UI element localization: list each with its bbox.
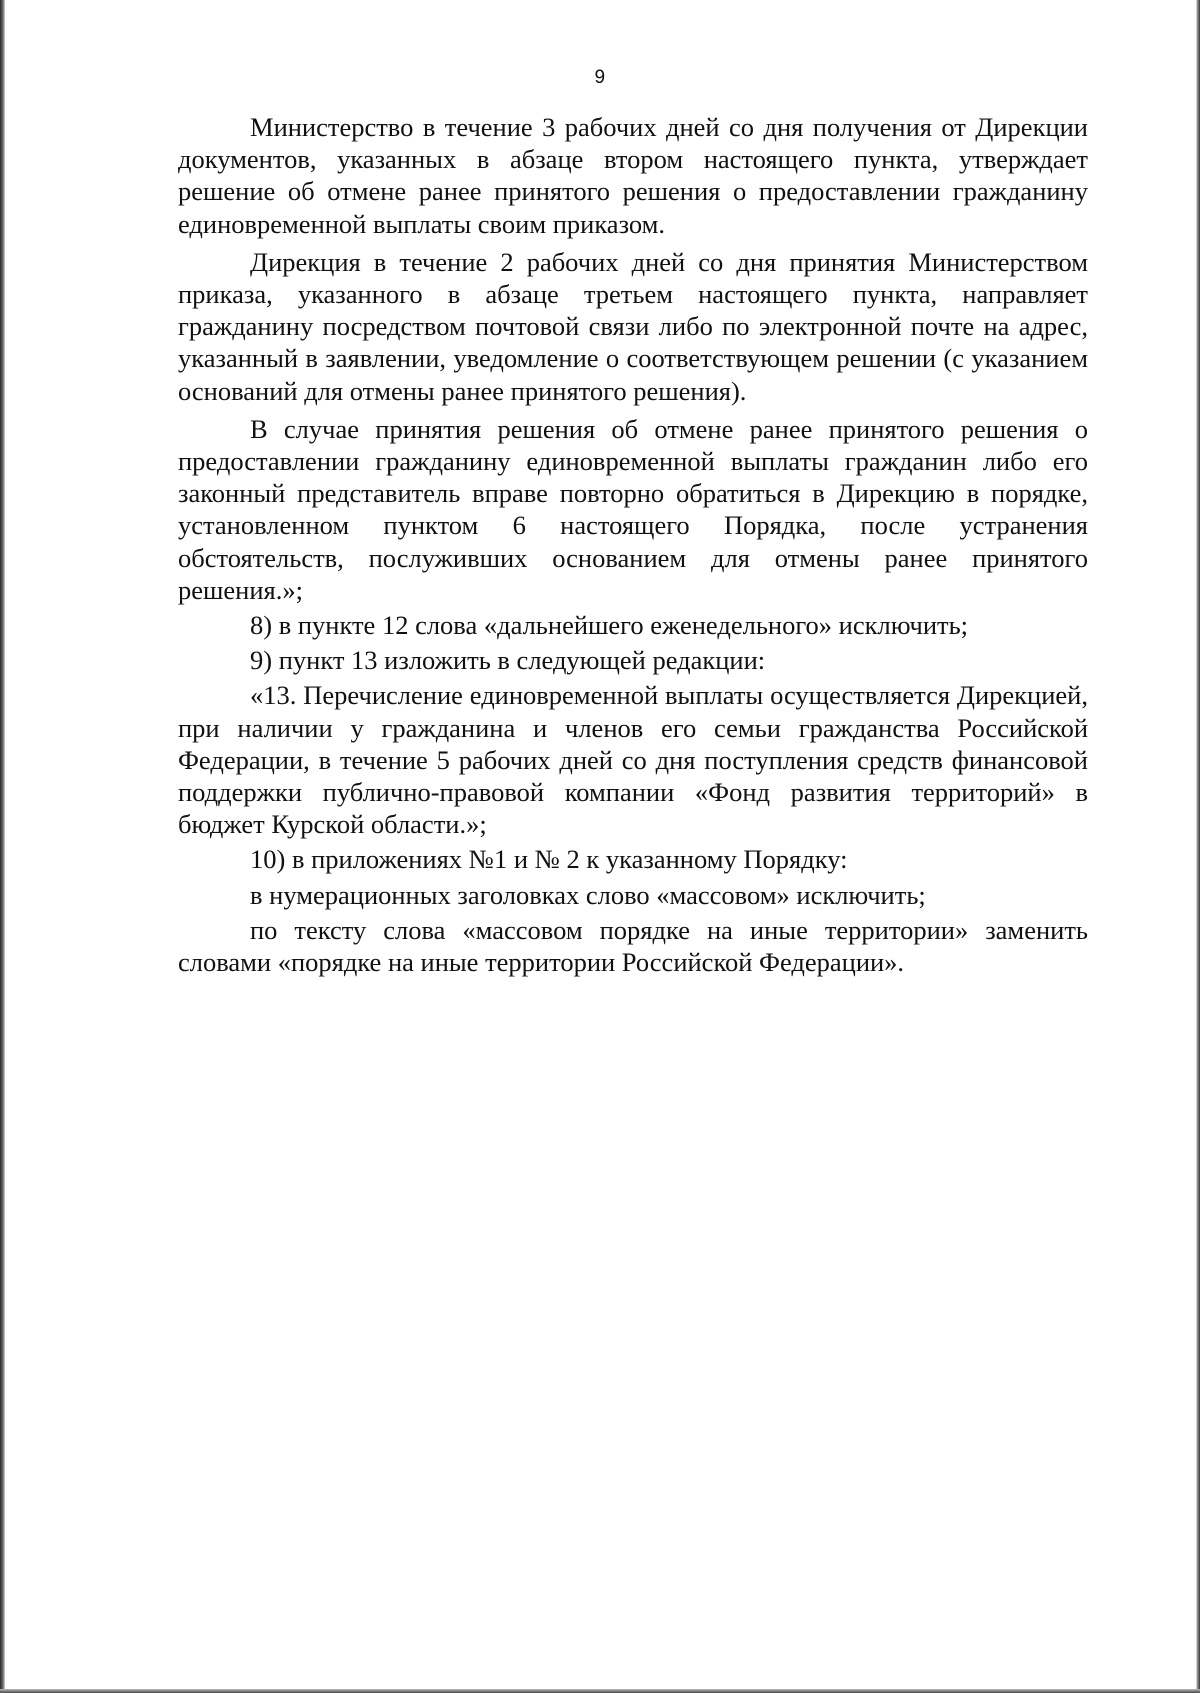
scan-edge-left — [0, 0, 5, 1693]
paragraph-item-9: 9) пункт 13 изложить в следующей редакции: — [250, 645, 766, 676]
paragraph-clause-13: «13. Перечисление единовременной выплаты осуществляется Дирекцией, при наличии у гражданина и членов его семьи гражданства Российской Федерации, в течение 5 рабочих дней со дня поступления средств финансовой поддержки публично-правовой компании «Фонд развития территорий» в бюджет Курской области.»; — [178, 680, 1088, 840]
paragraph-ministry-approval: Министерство в течение 3 рабочих дней со дня получения от Дирекции документов, указанных в абзаце втором настоящего пункта, утверждает решение об отмене ранее принятого решения о предоставлении гражданину единовременной выплаты своим приказом. — [178, 112, 1088, 239]
paragraph-directorate-notification: Дирекция в течение 2 рабочих дней со дня принятия Министерством приказа, указанного в абзаце третьем настоящего пункта, направляет гражданину посредством почтовой связи либо по электронной почте на адрес, указанный в заявлении, уведомление о соответствующем решении (с указанием оснований для отмены ранее принятого решения). — [178, 246, 1088, 406]
page-number: 9 — [594, 67, 606, 88]
paragraph-numbering-headers: в нумерационных заголовках слово «массовом» исключить; — [250, 879, 926, 910]
paragraph-item-8: 8) в пункте 12 слова «дальнейшего еженедельного» исключить; — [250, 610, 969, 641]
paragraph-item-10: 10) в приложениях №1 и № 2 к указанному Порядку: — [250, 844, 848, 875]
scan-edge-bottom — [0, 1689, 1200, 1693]
scan-edge-right — [1196, 0, 1200, 1693]
paragraph-repeated-application: В случае принятия решения об отмене ранее принятого решения о предоставлении гражданину единовременной выплаты гражданин либо его законный представитель вправе повторно обратиться в Дирекцию в порядке, установленном пунктом 6 настоящего Порядка, после устранения обстоятельств, послуживших основанием для отмены ранее принятого решения.»; — [178, 413, 1088, 605]
document-body — [178, 111, 1088, 978]
paragraph-text-replacement: по тексту слова «массовом порядке на иные территории» заменить словами «порядке на иные территории Российской Федерации». — [178, 914, 1088, 978]
